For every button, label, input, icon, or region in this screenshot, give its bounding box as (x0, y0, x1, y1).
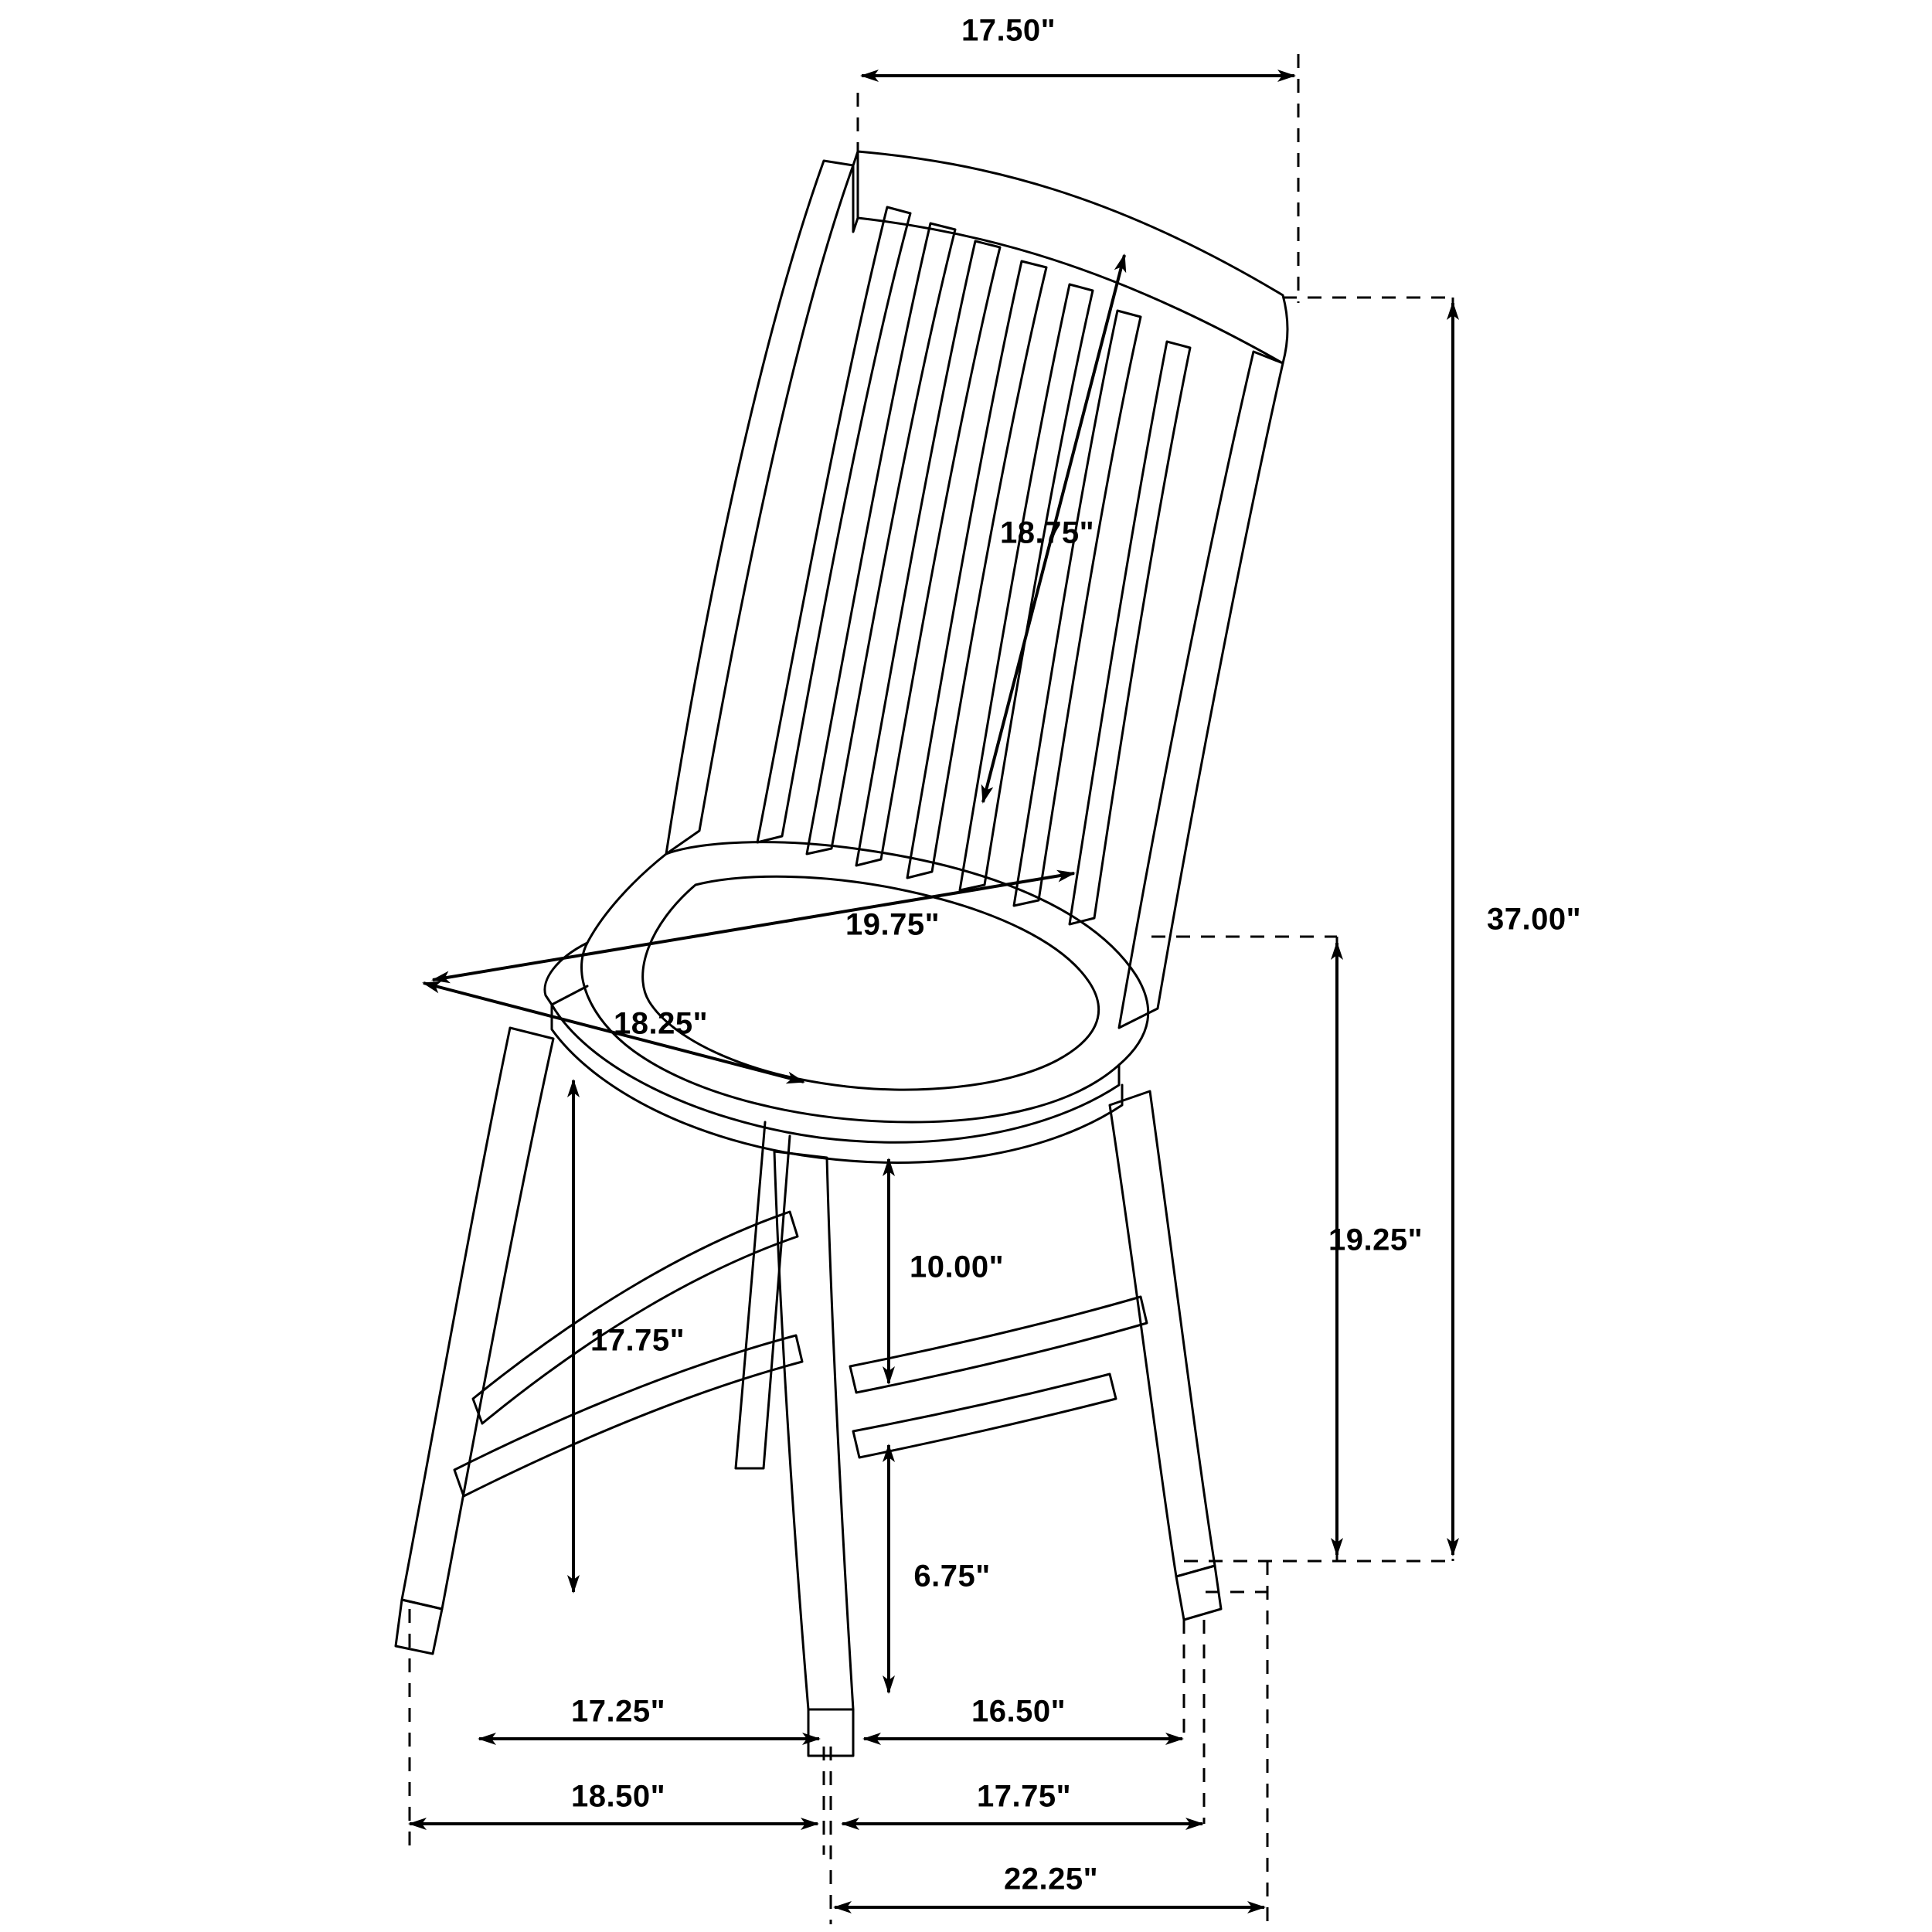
dimension-arrows (410, 76, 1453, 1907)
dimension-label-overall-height: 37.00" (1486, 902, 1582, 937)
dimension-label-foot-span-a: 17.25" (570, 1694, 666, 1729)
dimension-label-seat-depth: 19.75" (845, 907, 940, 942)
arrow-seat-depth (433, 873, 1074, 980)
dimension-label-back-height: 18.75" (999, 515, 1095, 550)
dimension-label-front-rail-height: 10.00" (909, 1250, 1005, 1284)
dimension-label-foot-span-b: 16.50" (971, 1694, 1066, 1729)
chair-outline (396, 151, 1287, 1756)
dimension-label-base-span-a: 18.50" (570, 1779, 666, 1814)
dimension-label-stretcher-height: 6.75" (913, 1559, 991, 1594)
dimension-label-seat-width: 18.25" (613, 1006, 709, 1041)
dimension-label-seat-height-right: 19.25" (1328, 1223, 1423, 1257)
dimension-label-back-width: 17.50" (961, 13, 1056, 48)
dimension-label-leg-height-left: 17.75" (590, 1323, 685, 1358)
dimension-label-base-span-b: 17.75" (976, 1779, 1072, 1814)
dimension-label-overall-depth: 22.25" (1003, 1862, 1099, 1896)
